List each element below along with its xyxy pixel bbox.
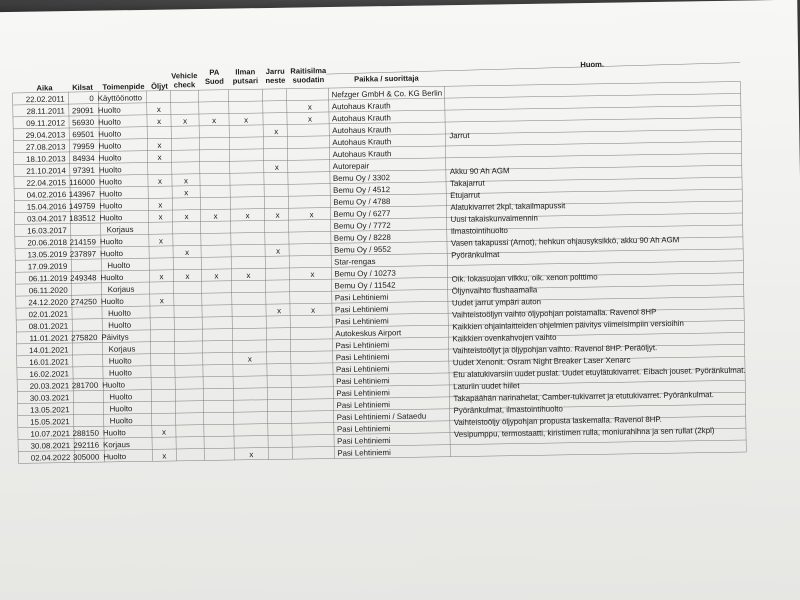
cell-check-oil: x — [157, 152, 162, 162]
column-rule — [229, 90, 235, 460]
cell-operation: Huolto — [108, 320, 132, 330]
cell-place: Autohaus Krauth — [332, 137, 392, 148]
cell-km: 69501 — [72, 129, 95, 140]
cell-place: Bemu Oy / 3302 — [332, 173, 391, 183]
cell-check-oil: x — [156, 104, 161, 115]
header-pa-suod-line1: PA — [209, 67, 220, 77]
cell-date: 28.11.2011 — [26, 106, 65, 117]
cell-operation: Huolto — [108, 368, 132, 378]
cell-check-cabin: x — [307, 102, 312, 112]
cell-place: Pasi Lehtiniemi — [334, 292, 389, 303]
cell-check-oil: x — [159, 272, 164, 282]
cell-operation: Huolto — [100, 272, 124, 283]
header-oljyt: Öljyt — [150, 81, 169, 91]
cell-place: Pasi Lehtiniemi / Sataedu — [336, 411, 427, 422]
cell-operation: Huolto — [97, 117, 121, 127]
column-rule — [740, 82, 746, 452]
cell-place: Pasi Lehtiniemi — [336, 376, 390, 387]
cell-place: Pasi Lehtiniemi — [336, 424, 391, 434]
header-kilsat: Kilsat — [72, 82, 93, 93]
cell-operation: Huolto — [103, 452, 127, 462]
cell-check-vc: x — [185, 271, 190, 281]
table-header — [36, 60, 604, 93]
cell-km: 97391 — [72, 165, 95, 176]
cell-check-oil: x — [157, 140, 162, 150]
cell-date: 27.08.2013 — [25, 142, 66, 152]
cell-date: 30.03.2021 — [29, 393, 70, 403]
cell-check-vc: x — [183, 176, 189, 186]
cell-date: 13.05.2019 — [27, 249, 68, 260]
cell-operation: Korjaus — [106, 224, 134, 235]
cell-date: 18.10.2013 — [26, 154, 66, 164]
cell-operation: Huolto — [107, 260, 131, 271]
cell-km: 143967 — [68, 189, 96, 200]
cell-date: 30.08.2021 — [30, 441, 71, 451]
cell-place: Nefzger GmbH & Co. KG Berlin — [331, 88, 443, 100]
cell-place: Pasi Lehtiniemi — [335, 364, 390, 375]
cell-check-air: x — [243, 115, 249, 125]
header-ilman-putsari-line2: putsari — [232, 76, 259, 86]
cell-note: Jarrut — [449, 130, 470, 141]
cell-check-cabin: x — [309, 210, 314, 220]
cell-note: Pyöränkulmat — [451, 250, 500, 260]
cell-km: 281700 — [71, 380, 99, 391]
cell-check-vc: x — [184, 212, 189, 222]
cell-note: Takapäähän narinahelat, Camber-tukivarret ja etutukivarret. Pyöränkulmat. — [453, 390, 715, 404]
cell-operation: Huolto — [100, 248, 123, 259]
cell-km: 288150 — [72, 428, 99, 439]
cell-place: Pasi Lehtiniemi — [335, 352, 390, 363]
header-huom: Huom. — [580, 59, 605, 70]
cell-date: 08.01.2021 — [28, 321, 69, 332]
cell-place: Bemu Oy / 6277 — [333, 208, 391, 219]
cell-note: Vesipumppu, termostaatti, kiristimen rulla, moniurahihna ja sen rullat (2kpl) — [453, 425, 715, 440]
cell-km: 292116 — [73, 440, 100, 450]
cell-place: Pasi Lehtiniemi — [337, 447, 391, 458]
cell-check-pa: x — [214, 271, 219, 281]
cell-note: Vasen takapussi (Arnot), hehkun ohjausyksikkö, akku 90 Ah AGM — [450, 235, 680, 248]
column-rule — [445, 86, 451, 456]
cell-check-oil: x — [161, 427, 166, 437]
header-vehicle-check-line2: check — [173, 80, 196, 90]
cell-place: Pasi Lehtiniemi — [335, 340, 390, 351]
cell-date: 03.04.2017 — [26, 214, 67, 224]
cell-date: 09.11.2012 — [26, 118, 66, 129]
cell-place: Pasi Lehtiniemi — [337, 436, 391, 446]
header-vehicle-check-line1: Vehicle — [171, 71, 198, 81]
cell-note: Vaihteistoöljyn vaihto öljypohjan poistamalla. Ravenol 8HP — [452, 307, 657, 320]
cell-check-brake: x — [274, 162, 279, 172]
cell-place: Pasi Lehtiniemi — [336, 388, 390, 399]
cell-place: Bemu Oy / 4788 — [333, 196, 391, 207]
cell-operation: Huolto — [109, 416, 133, 426]
cell-date: 14.01.2021 — [29, 345, 69, 356]
header-paikka: Paikka / suorittaja — [354, 73, 419, 84]
cell-note: Oik. lokasuojan vilkku, oik. xenon polttimo — [451, 272, 598, 284]
cell-note: Takajarrut — [449, 178, 485, 189]
cell-place: Bemu Oy / 8228 — [333, 232, 391, 243]
cell-operation: Huolto — [99, 213, 123, 223]
cell-check-pa: x — [211, 116, 217, 126]
cell-place: Autohaus Krauth — [332, 125, 392, 136]
column-rule — [171, 91, 177, 461]
cell-operation: Huolto — [102, 380, 126, 390]
cell-check-cabin: x — [307, 114, 313, 124]
cell-km: 237897 — [69, 249, 97, 259]
cell-check-cabin: x — [310, 269, 315, 279]
cell-check-cabin: x — [310, 305, 316, 315]
cell-date: 24.12.2020 — [28, 297, 68, 308]
cell-operation: Huolto — [108, 356, 132, 366]
cell-check-air: x — [245, 211, 250, 221]
cell-date: 16.01.2021 — [29, 357, 69, 368]
cell-note: Vaihteistoöljy öljypohjan propusta laskemalla. Ravenol 8HP. — [453, 414, 662, 428]
header-aika: Aika — [36, 83, 53, 93]
cell-km: 0 — [89, 94, 94, 104]
cell-km: 274250 — [70, 297, 97, 307]
cell-note: Öljynvaihto flushaamalla — [451, 285, 538, 296]
cell-note: Ilmastointihuolto — [450, 225, 508, 236]
cell-check-oil: x — [158, 236, 163, 246]
cell-operation: Korjaus — [107, 284, 135, 295]
cell-date: 16.02.2021 — [29, 369, 70, 379]
cell-km: 79959 — [72, 141, 95, 152]
cell-date: 06.11.2019 — [28, 273, 68, 284]
cell-check-oil: x — [157, 176, 163, 186]
cell-date: 22.02.2011 — [25, 94, 65, 105]
column-rule — [287, 89, 293, 459]
column-rule — [263, 89, 269, 459]
column-rule — [199, 90, 205, 460]
cell-operation: Huolto — [98, 177, 122, 187]
cell-check-brake: x — [274, 127, 279, 137]
header-jarruneste-line1: Jarru — [265, 66, 285, 77]
cell-date: 22.04.2015 — [26, 178, 67, 188]
cell-date: 21.10.2014 — [26, 166, 66, 176]
cell-check-air: x — [249, 450, 254, 460]
cell-place: Bemu Oy / 7772 — [333, 220, 391, 231]
cell-place: Bemu Oy / 4512 — [333, 185, 391, 195]
cell-check-air: x — [246, 270, 251, 280]
cell-note: Etu alatukivarsiin uudet puslat. Uudet etuylätukivarret. Eibach jouset. Pyöränkulmat. — [452, 365, 746, 380]
cell-place: Autohaus Krauth — [332, 149, 392, 160]
cell-check-oil: x — [159, 296, 164, 306]
cell-operation: Huolto — [109, 392, 133, 402]
cell-note: Akku 90 Ah AGM — [449, 166, 510, 177]
cell-place: Bemu Oy / 10273 — [334, 268, 396, 279]
huom-header-rule — [326, 63, 740, 75]
cell-operation: Huolto — [98, 141, 122, 151]
cell-operation: Huolto — [99, 201, 123, 211]
header-ilman-putsari-line1: Ilman — [235, 67, 256, 77]
cell-place: Autohaus Krauth — [331, 101, 391, 112]
cell-km: 275820 — [71, 333, 98, 343]
header-toimenpide: Toimenpide — [102, 81, 145, 92]
cell-date: 02.04.2022 — [30, 452, 71, 463]
cell-km: 149759 — [68, 201, 96, 212]
cell-km: 29091 — [71, 106, 94, 116]
cell-note: Uudet jarrut ympäri auton — [451, 297, 542, 308]
cell-note: Laturiin uudet hiilet — [453, 381, 520, 392]
cell-operation: Huolto — [98, 165, 122, 175]
cell-check-air: x — [247, 354, 252, 364]
cell-operation: Päivitys — [101, 332, 129, 342]
cell-date: 20.03.2021 — [29, 381, 70, 391]
cell-date: 02.01.2021 — [28, 309, 69, 320]
cell-place: Autohaus Krauth — [331, 113, 391, 124]
cell-operation: Korjaus — [108, 344, 136, 354]
cell-date: 13.05.2021 — [29, 405, 70, 415]
cell-operation: Huolto — [107, 308, 131, 318]
cell-place: Autokeskus Airport — [335, 328, 402, 339]
column-rule — [13, 93, 19, 463]
cell-check-vc: x — [185, 247, 190, 258]
cell-operation: Huolto — [99, 189, 123, 199]
cell-note: Kaikkien ovenkahvojen vaihto — [452, 332, 557, 344]
cell-date: 04.02.2016 — [26, 190, 67, 200]
cell-check-brake: x — [275, 210, 280, 220]
header-raitisilma-line2: suodatin — [292, 75, 325, 85]
cell-operation: Huolto — [100, 296, 124, 307]
cell-operation: Korjaus — [103, 440, 130, 450]
cell-check-vc: x — [184, 188, 189, 198]
cell-place: Pasi Lehtiniemi — [335, 316, 389, 327]
cell-km: 183512 — [69, 213, 96, 223]
cell-check-oil: x — [162, 451, 167, 461]
cell-place: Star-rengas — [334, 256, 376, 267]
cell-operation: Huolto — [98, 153, 122, 163]
cell-operation: Huolto — [109, 404, 133, 414]
cell-check-oil: x — [158, 212, 163, 222]
cell-place: Pasi Lehtiniemi — [336, 400, 391, 410]
cell-check-oil: x — [156, 116, 162, 126]
cell-place: Bemu Oy / 11542 — [334, 280, 396, 291]
cell-km: 305000 — [72, 452, 100, 462]
cell-date: 17.09.2019 — [27, 261, 68, 272]
header-pa-suod-line2: Suod — [204, 76, 224, 86]
cell-note: Vaihteistoöljyt ja öljypohjan vaihto. Ravenol 8HP. Peräöljyt. — [452, 343, 658, 356]
cell-check-oil: x — [158, 200, 163, 210]
cell-check-brake: x — [276, 306, 282, 316]
header-jarruneste-line2: neste — [265, 75, 286, 86]
cell-place: Autorepair — [332, 161, 370, 172]
cell-date: 06.11.2020 — [28, 285, 68, 296]
cell-date: 15.04.2016 — [26, 202, 67, 212]
cell-km: 56930 — [72, 117, 95, 128]
cell-note: Alatukivarret 2kpl, takailmapussit — [450, 201, 566, 212]
cell-operation: Huolto — [99, 237, 123, 247]
cell-note: Pyöränkulmat, ilmastointihuolto — [453, 404, 563, 416]
cell-operation: Huolto — [102, 428, 126, 438]
cell-date: 29.04.2013 — [25, 130, 66, 140]
cell-check-pa: x — [213, 211, 218, 221]
cell-operation: Huolto — [97, 105, 121, 115]
cell-operation: Käyttöönotto — [97, 93, 143, 104]
cell-km: 84934 — [72, 153, 95, 164]
cell-date: 20.06.2018 — [27, 237, 67, 248]
cell-date: 10.07.2021 — [30, 429, 71, 439]
cell-km: 116000 — [69, 177, 96, 188]
cell-km: 214159 — [69, 237, 96, 247]
header-raitisilma-line1: Raitisilma — [290, 66, 327, 76]
cell-date: 11.01.2021 — [29, 333, 69, 344]
cell-check-vc: x — [182, 116, 188, 126]
cell-place: Pasi Lehtiniemi — [334, 304, 389, 315]
cell-note: Uusi takaiskunvaimennin — [450, 213, 538, 224]
cell-note: Etujarrut — [450, 190, 481, 201]
cell-operation: Huolto — [98, 129, 122, 139]
column-rule — [147, 91, 153, 461]
cell-check-brake: x — [276, 246, 281, 256]
cell-note: Uudet Xenonit. Osram Night Breaker Laser Xenarc — [452, 355, 631, 368]
cell-date: 15.05.2021 — [30, 417, 70, 427]
cell-note: Kaikkien ohjainlaitteiden ohjelmien päivitys viimeisimpiin versioihin — [452, 318, 684, 332]
cell-place: Bemu Oy / 9552 — [334, 244, 392, 255]
cell-date: 16.03.2017 — [27, 225, 67, 236]
cell-km: 249348 — [70, 273, 97, 283]
